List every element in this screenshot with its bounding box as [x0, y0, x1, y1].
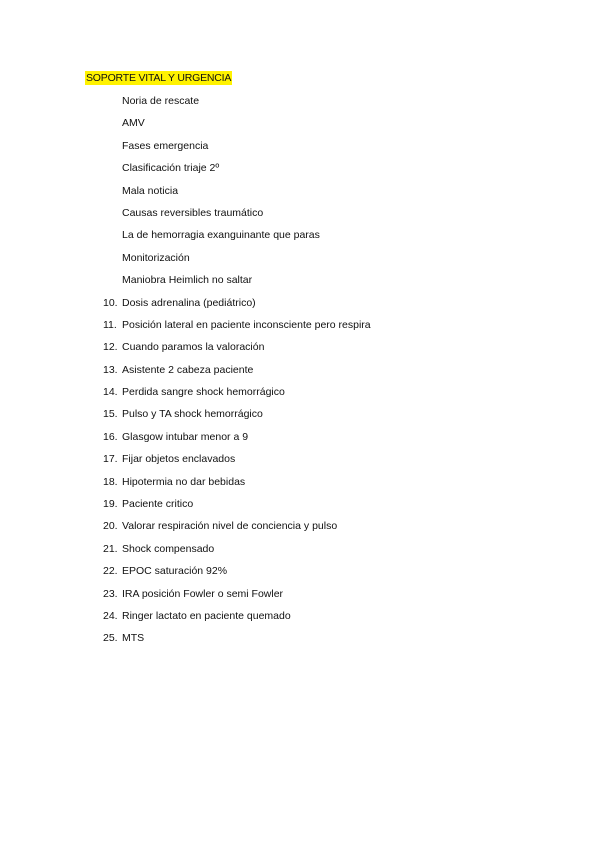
- item-text: EPOC saturación 92%: [122, 565, 228, 578]
- item-text: Maniobra Heimlich no saltar: [122, 274, 253, 287]
- item-text: Mala noticia: [122, 184, 179, 197]
- item-text: Posición lateral en paciente inconsciente pero respira: [122, 318, 371, 331]
- item-text: Valorar respiración nivel de conciencia y pulso: [122, 520, 338, 533]
- item-text: Ringer lactato en paciente quemado: [122, 609, 291, 622]
- item-text: Glasgow intubar menor a 9: [122, 430, 249, 443]
- item-number: 13.: [103, 363, 118, 376]
- item-text: Fases emergencia: [122, 139, 209, 152]
- item-number: 12.: [103, 341, 118, 354]
- item-text: Causas reversibles traumático: [122, 206, 264, 219]
- item-number: 10.: [103, 296, 118, 309]
- item-text: Pulso y TA shock hemorrágico: [122, 408, 263, 421]
- item-text: Dosis adrenalina (pediátrico): [122, 296, 256, 309]
- item-number: 23.: [103, 587, 118, 600]
- item-number: 15.: [103, 408, 118, 421]
- item-number: 16.: [103, 430, 118, 443]
- item-number: 19.: [103, 498, 118, 511]
- item-text: AMV: [122, 117, 145, 130]
- item-text: Shock compensado: [122, 542, 215, 555]
- item-text: Clasificación triaje 2º: [122, 162, 220, 175]
- item-text: Fijar objetos enclavados: [122, 453, 236, 466]
- item-text: Cuando paramos la valoración: [122, 341, 265, 354]
- document-title: SOPORTE VITAL Y URGENCIA: [86, 72, 232, 84]
- item-text: La de hemorragia exanguinante que paras: [122, 229, 320, 242]
- item-text: Perdida sangre shock hemorrágico: [122, 386, 285, 399]
- item-number: 22.: [103, 565, 118, 578]
- item-text: Noria de rescate: [122, 95, 200, 107]
- item-number: 14.: [103, 386, 118, 399]
- item-text: IRA posición Fowler o semi Fowler: [122, 587, 284, 600]
- item-text: Paciente critico: [122, 498, 194, 511]
- item-text: Asistente 2 cabeza paciente: [122, 363, 254, 376]
- item-number: 11.: [103, 318, 117, 331]
- item-number: 25.: [103, 632, 118, 645]
- item-text: Hipotermia no dar bebidas: [122, 475, 246, 488]
- item-text: MTS: [122, 632, 145, 645]
- item-number: 20.: [103, 520, 118, 533]
- item-number: 17.: [103, 453, 118, 466]
- item-number: 18.: [103, 475, 118, 488]
- item-number: 21.: [103, 542, 118, 555]
- item-text: Monitorización: [122, 251, 190, 264]
- item-number: 24.: [103, 609, 118, 622]
